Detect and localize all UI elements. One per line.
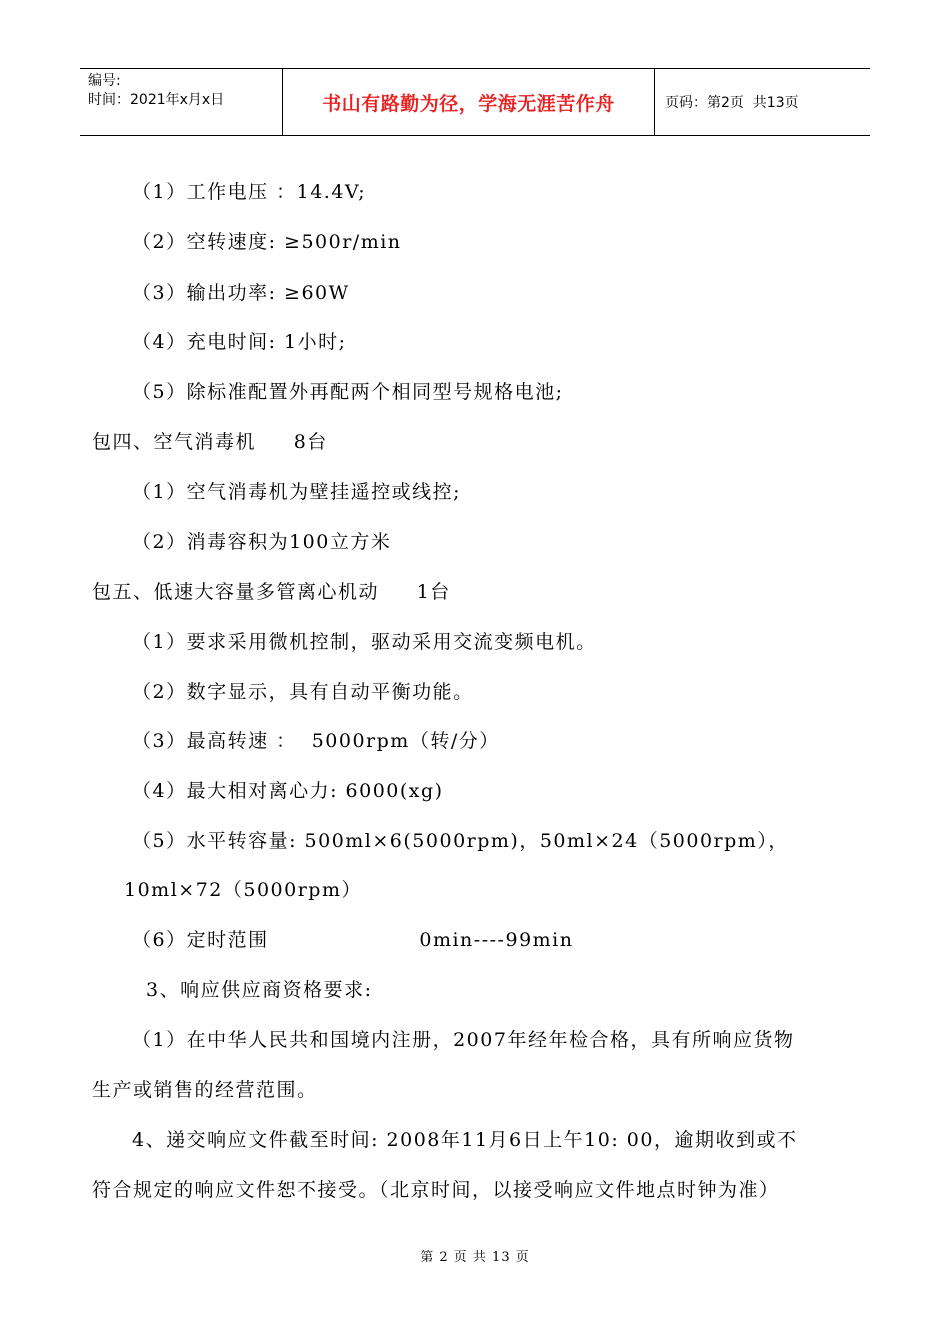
page-header [80,68,870,136]
spec-line: （3）输出功率: ≥60W [132,282,350,304]
spec-line: （1）工作电压 ：14.4V; [132,181,367,203]
document-number-label: 编号: [88,73,121,89]
spec-line: （1）空气消毒机为壁挂遥控或线控; [132,481,461,503]
spec-line: （4）充电时间: 1小时; [132,331,347,353]
section-heading: 包五、低速大容量多管离心机动 1台 [92,581,451,603]
spec-line: （5）除标准配置外再配两个相同型号规格电池; [132,381,564,403]
spec-line-continued: 10ml×72（5000rpm） [124,879,362,901]
header-motto: 书山有路勤为径，学海无涯苦作舟 [283,69,655,135]
spec-line: （2）数字显示，具有自动平衡功能。 [132,681,474,703]
spec-line: （1）要求采用微机控制，驱动采用交流变频电机。 [132,631,597,653]
section-heading: 3、响应供应商资格要求: [146,979,373,1001]
spec-line: （3）最高转速 ： 5000rpm（转/分） [132,730,500,752]
paragraph-line: 4、递交响应文件截至时间: 2008年11月6日上午10: 00，逾期收到或不 [132,1129,798,1151]
spec-line: （5）水平转容量: 500ml×6(5000rpm)，50ml×24（5000rpm）， [132,830,789,852]
spec-line: （2）消毒容积为100立方米 [132,531,392,553]
spec-line: （6）定时范围 0min----99min [132,929,574,951]
document-date: 时间：2021年x月x日 [88,92,225,108]
header-page-info: 页码：第2页 共13页 [665,95,799,111]
paragraph-line: 符合规定的响应文件恕不接受。（北京时间，以接受响应文件地点时钟为准） [92,1179,780,1201]
spec-line: （4）最大相对离心力: 6000(xg) [132,780,444,802]
section-heading: 包四、空气消毒机 8台 [92,431,328,453]
header-meta [80,69,283,135]
paragraph-line: 生产或销售的经营范围。 [92,1079,318,1101]
page-footer: 第 2 页 共 13 页 [420,1250,530,1265]
spec-line: （2）空转速度: ≥500r/min [132,231,402,253]
paragraph-line: （1）在中华人民共和国境内注册，2007年经年检合格，具有所响应货物 [132,1029,795,1051]
